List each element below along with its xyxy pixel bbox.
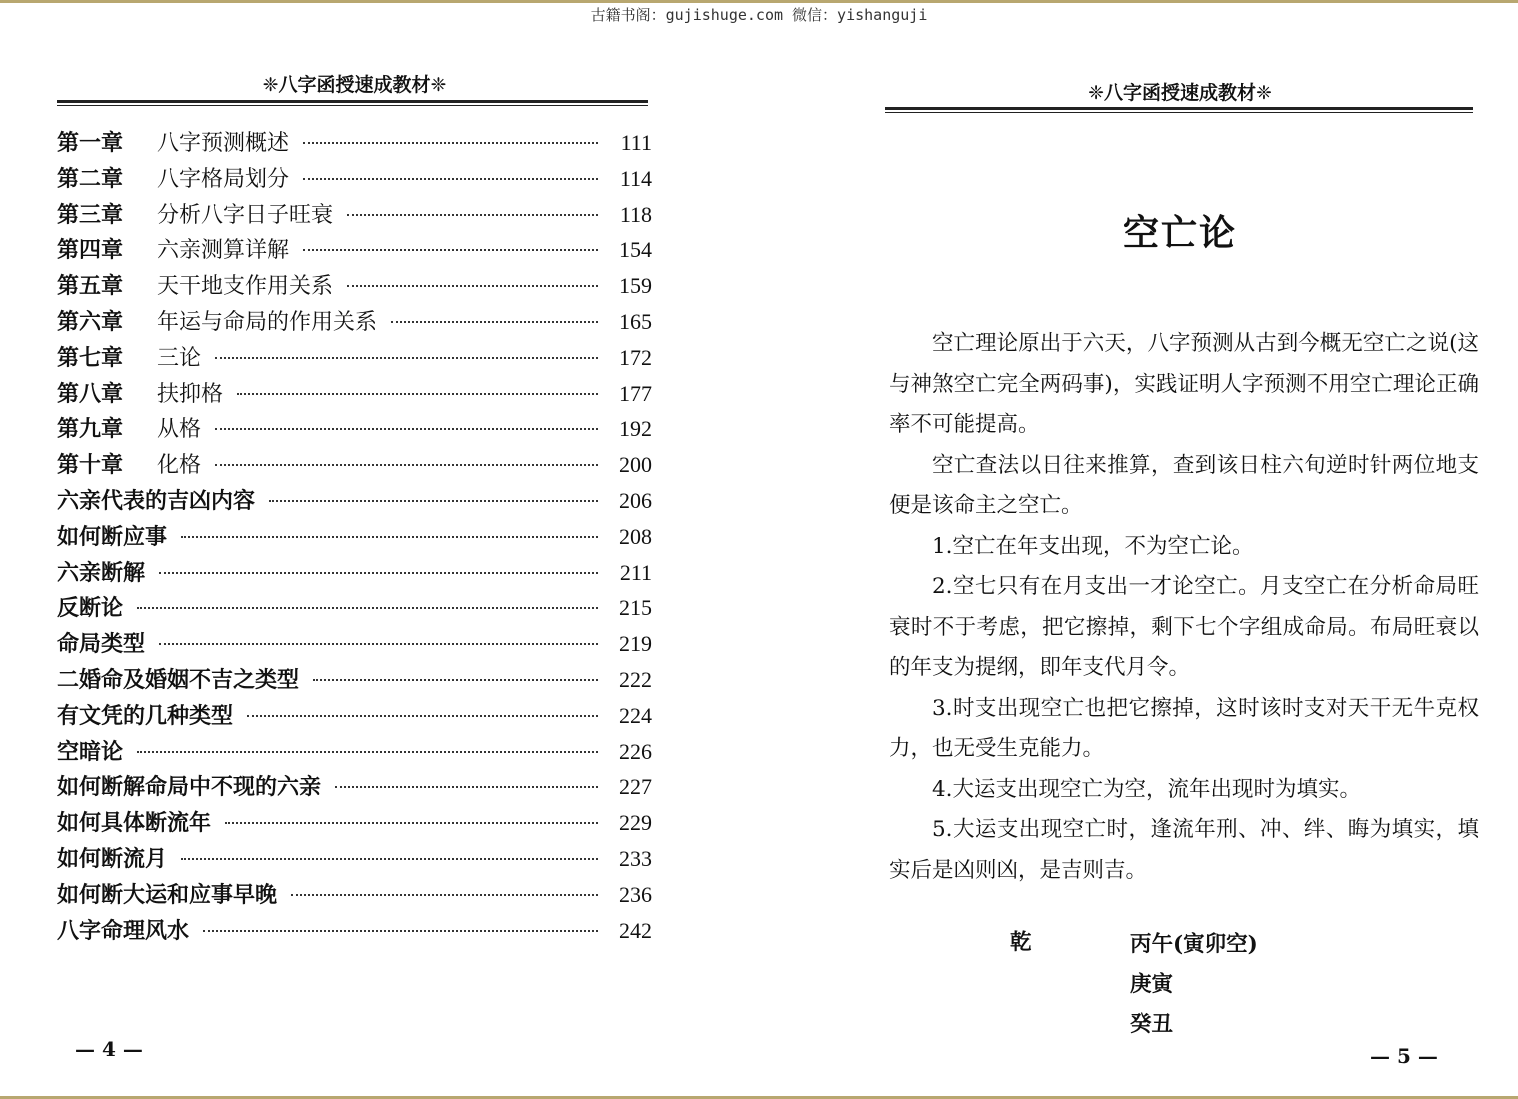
toc-leader-dots: [215, 428, 598, 430]
toc-leader-dots: [181, 536, 598, 538]
toc-leader-dots: [247, 715, 598, 717]
table-of-contents: [57, 126, 652, 949]
right-page-header: ❈八字函授速成教材❈: [1088, 82, 1272, 104]
pillar-day: 癸丑: [1130, 1012, 1174, 1037]
toc-row: [57, 806, 652, 842]
toc-row: [57, 484, 652, 520]
toc-leader-dots: [159, 643, 598, 645]
toc-title: 天干地支作用关系: [157, 274, 334, 300]
toc-title: 如何断应事: [57, 523, 168, 550]
toc-title: 命局类型: [57, 631, 146, 658]
toc-title: 扶抑格: [157, 381, 224, 407]
toc-chapter-number: 第九章: [57, 416, 124, 443]
toc-row: [57, 377, 652, 413]
toc-chapter-number: 第三章: [57, 201, 124, 228]
toc-leader-dots: [313, 679, 598, 681]
paragraph: 5.大运支出现空亡时，逢流年刑、冲、绊、晦为填实，填实后是凶则凶，是吉则吉。: [889, 817, 1479, 883]
toc-row: [57, 233, 652, 269]
toc-row: [57, 448, 652, 484]
toc-title: 有文凭的几种类型: [57, 702, 234, 729]
toc-row: [57, 341, 652, 377]
toc-title: 化格: [157, 453, 202, 479]
toc-leader-dots: [347, 285, 598, 287]
toc-page-number: 219: [619, 631, 652, 657]
toc-page-number: 229: [619, 810, 652, 836]
toc-chapter-number: 第四章: [57, 237, 124, 264]
toc-page-number: 236: [619, 881, 652, 907]
left-page-header: ❈八字函授速成教材❈: [262, 74, 447, 96]
toc-page-number: 200: [619, 452, 652, 478]
toc-leader-dots: [291, 894, 598, 896]
toc-row: [57, 412, 652, 448]
toc-row: [57, 878, 652, 914]
toc-page-number: 111: [620, 130, 652, 155]
paragraph: 2.空七只有在月支出一才论空亡。月支空亡在分析命局旺衰时不于考虑，把它擦掉，剩下七个字组成命局。布局旺衰以的年支为提纲，即年支代月令。: [889, 574, 1479, 680]
toc-page-number: 114: [619, 165, 652, 191]
pillar-month: 庚寅: [1130, 972, 1174, 997]
toc-chapter-number: 第六章: [57, 308, 124, 335]
toc-title: 如何断大运和应事早晚: [57, 881, 278, 908]
toc-leader-dots: [137, 607, 598, 609]
toc-row: [57, 663, 652, 699]
chart-gender-label: 乾: [1010, 930, 1032, 955]
toc-page-number: 159: [619, 273, 652, 299]
toc-page-number: 208: [619, 523, 652, 549]
toc-row: [57, 269, 652, 305]
toc-page-number: 222: [619, 666, 652, 692]
toc-chapter-number: 第五章: [57, 273, 124, 300]
left-header-rule: [57, 100, 648, 106]
toc-chapter-number: 第一章: [57, 130, 124, 156]
toc-row: [57, 627, 652, 663]
toc-leader-dots: [391, 321, 598, 323]
paragraph: 3.时支出现空亡也把它擦掉，这时该时支对天干无牛克权力，也无受生克能力。: [889, 695, 1479, 761]
toc-leader-dots: [203, 930, 598, 932]
right-page-number: — 5 —: [1370, 1044, 1438, 1068]
toc-row: [57, 735, 652, 771]
toc-page-number: 154: [619, 237, 652, 263]
toc-page-number: 206: [619, 487, 652, 513]
left-page-number: — 4 —: [75, 1037, 143, 1061]
toc-row: [57, 520, 652, 556]
toc-row: [57, 556, 652, 592]
toc-row: [57, 591, 652, 627]
toc-leader-dots: [303, 142, 598, 144]
toc-leader-dots: [269, 500, 598, 502]
toc-leader-dots: [347, 214, 598, 216]
toc-leader-dots: [335, 786, 598, 788]
toc-title: 空暗论: [57, 738, 124, 765]
toc-title: 六亲断解: [57, 559, 146, 586]
toc-page-number: 211: [619, 559, 652, 585]
toc-title: 三论: [157, 345, 202, 371]
toc-title: 从格: [157, 417, 202, 443]
toc-row: [57, 699, 652, 735]
toc-page-number: 177: [619, 380, 652, 406]
body-text: [889, 324, 1479, 891]
toc-title: 年运与命局的作用关系: [157, 309, 378, 335]
toc-title: 八字命理风水: [57, 917, 190, 944]
toc-page-number: 118: [619, 201, 652, 227]
chart-pillars: [1130, 925, 1350, 1045]
toc-page-number: 165: [619, 308, 652, 334]
toc-page-number: 227: [619, 774, 652, 800]
toc-page-number: 215: [619, 595, 652, 621]
toc-leader-dots: [215, 464, 598, 466]
toc-leader-dots: [181, 858, 598, 860]
toc-row: [57, 126, 652, 162]
paragraph: 4.大运支出现空亡为空，流年出现时为填实。: [932, 776, 1362, 802]
top-border: [0, 0, 1518, 3]
toc-leader-dots: [225, 822, 598, 824]
toc-row: [57, 305, 652, 341]
toc-page-number: 224: [619, 702, 652, 728]
toc-leader-dots: [303, 178, 598, 180]
toc-leader-dots: [303, 249, 598, 251]
toc-leader-dots: [137, 751, 598, 753]
toc-title: 反断论: [57, 595, 124, 622]
toc-title: 二婚命及婚姻不吉之类型: [57, 666, 300, 693]
toc-page-number: 242: [619, 917, 652, 943]
toc-page-number: 233: [619, 845, 652, 871]
toc-title: 如何断解命局中不现的六亲: [57, 774, 322, 801]
toc-title: 八字预测概述: [157, 131, 290, 156]
toc-row: [57, 914, 652, 950]
toc-row: [57, 198, 652, 234]
toc-chapter-number: 第八章: [57, 380, 124, 407]
toc-chapter-number: 第二章: [57, 165, 124, 192]
toc-title: 八字格局划分: [157, 166, 290, 192]
watermark: 古籍书阁：gujishuge.com 微信：yishanguji: [590, 6, 928, 24]
toc-title: 分析八字日子旺衰: [157, 202, 334, 228]
toc-chapter-number: 第十章: [57, 452, 124, 479]
paragraph: 1.空亡在年支出现，不为空亡论。: [932, 533, 1254, 559]
toc-title: 六亲测算详解: [157, 238, 290, 264]
toc-page-number: 226: [619, 738, 652, 764]
paragraph: 空亡查法以日往来推算，查到该日柱六旬逆时针两位地支便是该命主之空亡。: [889, 452, 1479, 518]
toc-leader-dots: [237, 393, 598, 395]
toc-title: 如何具体断流年: [57, 810, 212, 837]
toc-chapter-number: 第七章: [57, 344, 124, 371]
chapter-title: 空亡论: [1122, 213, 1237, 254]
pillar-year: 丙午(寅卯空): [1130, 932, 1258, 957]
toc-page-number: 192: [619, 416, 652, 442]
toc-page-number: 172: [619, 344, 652, 370]
toc-title: 六亲代表的吉凶内容: [57, 487, 256, 514]
right-header-rule: [885, 107, 1473, 113]
toc-row: [57, 770, 652, 806]
toc-leader-dots: [215, 357, 598, 359]
toc-leader-dots: [159, 572, 598, 574]
toc-row: [57, 162, 652, 198]
toc-row: [57, 842, 652, 878]
paragraph: 空亡理论原出于六天，八字预测从古到今概无空亡之说(这与神煞空亡完全两码事)，实践证明人字预测不用空亡理论正确率不可能提高。: [889, 331, 1479, 437]
toc-title: 如何断流月: [57, 845, 168, 872]
